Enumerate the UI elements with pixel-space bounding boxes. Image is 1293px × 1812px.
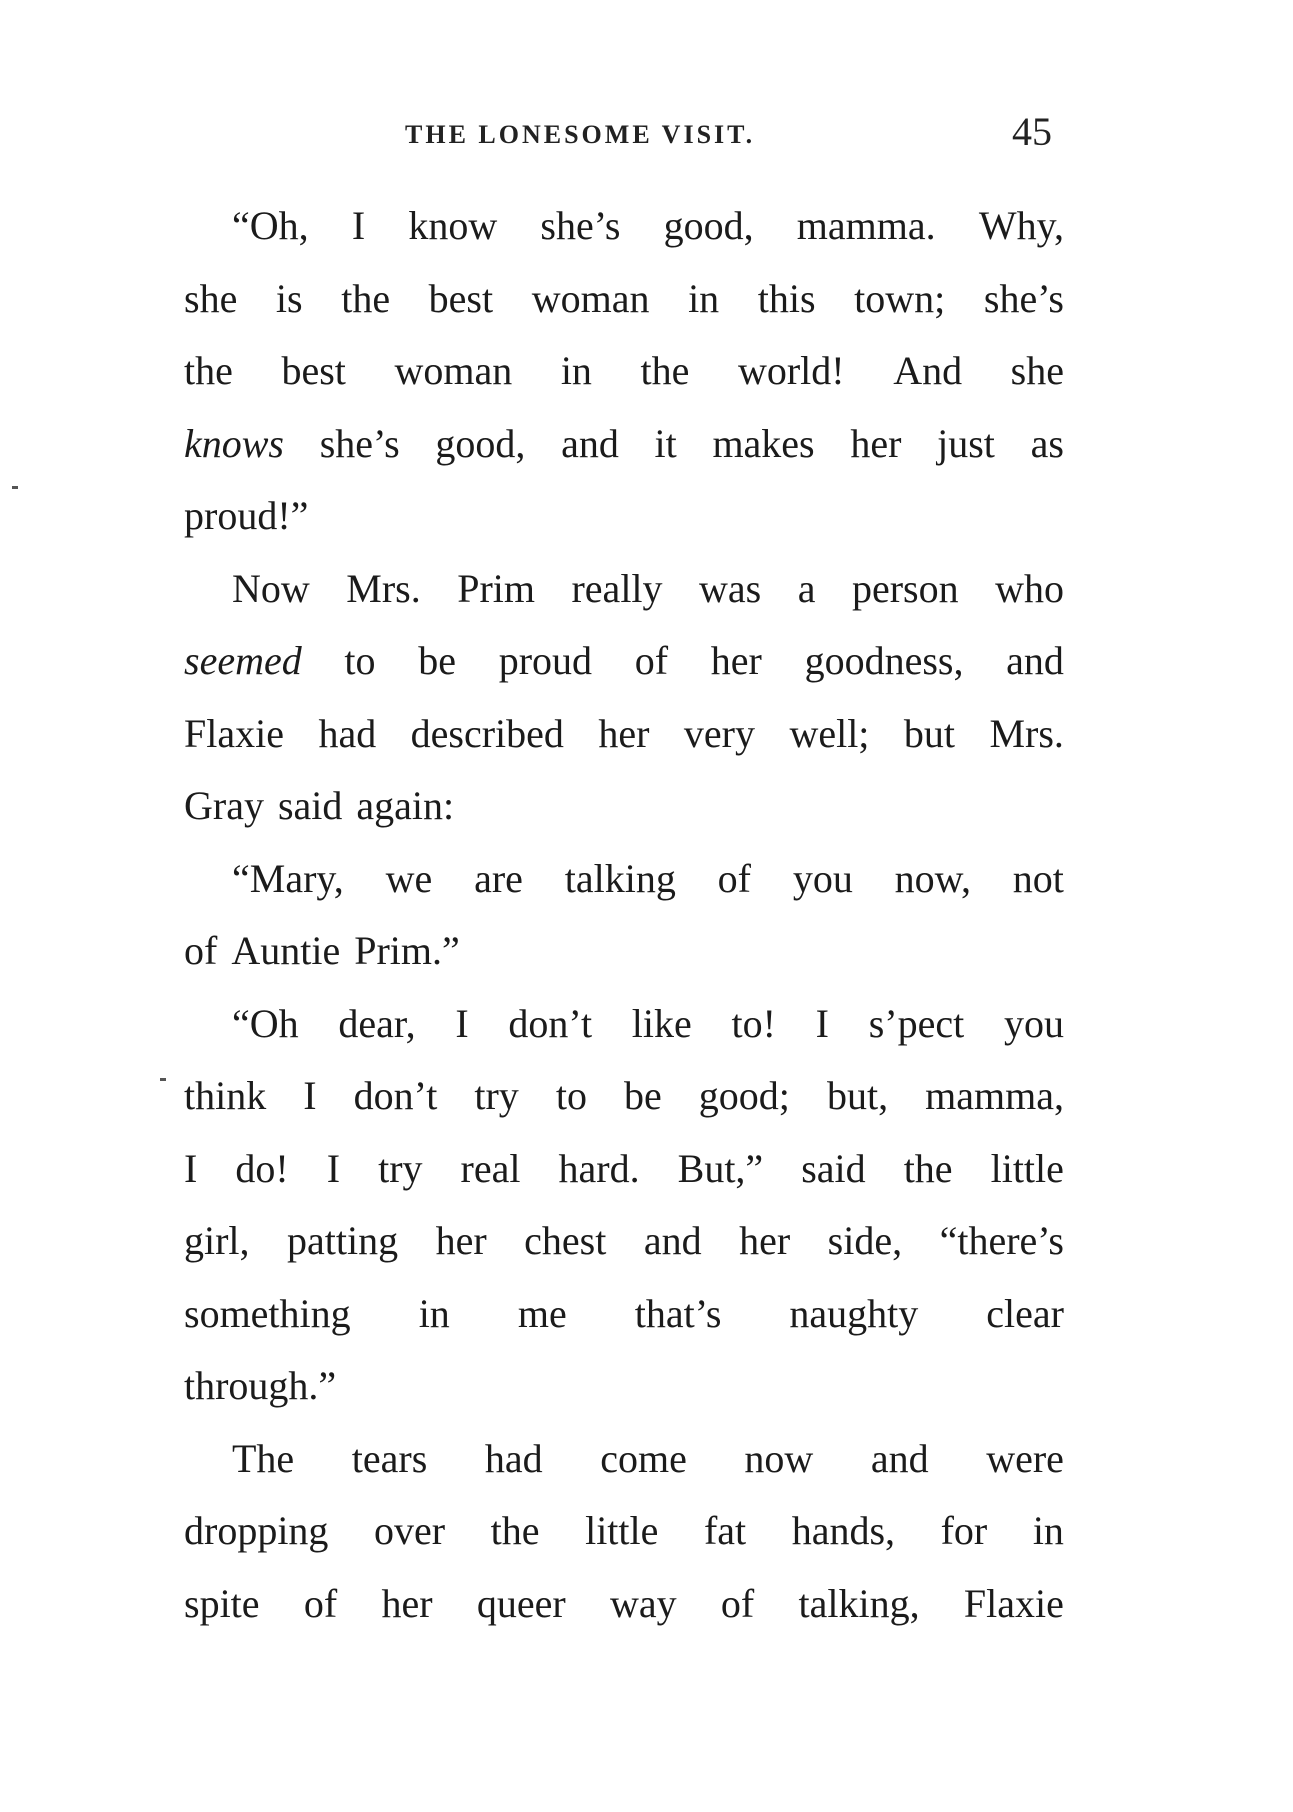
word: she’s — [983, 275, 1064, 321]
word: of — [717, 855, 751, 901]
word: of — [720, 1580, 755, 1626]
word: again: — [356, 783, 455, 828]
text-line — [184, 698, 1064, 771]
word: but, — [826, 1073, 889, 1118]
word: and — [1006, 638, 1064, 683]
text-line — [184, 190, 1064, 263]
word: Mrs. — [989, 710, 1064, 756]
running-title: THE LONESOME VISIT. — [405, 120, 756, 149]
word: The — [232, 1435, 295, 1481]
word: woman — [394, 348, 513, 393]
word: And — [893, 348, 963, 393]
word: little — [585, 1508, 659, 1553]
word: really — [571, 565, 663, 611]
word: But,” — [677, 1145, 764, 1191]
word: I — [303, 1073, 317, 1118]
word: as — [1030, 420, 1064, 466]
word: way — [609, 1580, 677, 1626]
word: in — [418, 1290, 450, 1336]
word: mamma. — [796, 203, 936, 248]
word: her — [739, 1218, 791, 1263]
word: not — [1012, 855, 1064, 901]
word: in — [1032, 1508, 1064, 1553]
word: Flaxie — [963, 1580, 1064, 1626]
word: dropping — [184, 1508, 329, 1553]
word: good; — [698, 1073, 790, 1118]
word: that’s — [634, 1290, 722, 1336]
text-line — [184, 408, 1064, 481]
word: you — [792, 855, 853, 901]
text-line — [184, 263, 1064, 336]
word: best — [281, 348, 346, 393]
word: described — [410, 710, 564, 756]
word: be — [418, 638, 457, 683]
word: but — [903, 710, 955, 756]
word: “Oh — [232, 1000, 299, 1046]
word: dear, — [338, 1000, 416, 1046]
text-line — [184, 770, 1064, 843]
word: good, — [663, 203, 754, 248]
word: think — [184, 1073, 267, 1118]
word: “Mary, — [232, 855, 344, 901]
word: goodness, — [804, 638, 964, 683]
word: I — [184, 1145, 198, 1191]
word: me — [517, 1290, 567, 1336]
word: world! — [737, 348, 845, 393]
word: in — [560, 348, 592, 393]
word: is — [275, 275, 303, 321]
word: you — [1003, 1000, 1064, 1046]
word: we — [385, 855, 433, 901]
word: Gray — [184, 783, 264, 828]
word: patting — [287, 1218, 399, 1263]
word: of — [634, 638, 669, 683]
word: are — [474, 855, 523, 901]
word: had — [484, 1435, 543, 1481]
text-line — [184, 625, 1064, 698]
word: I — [815, 1000, 829, 1046]
word: the — [903, 1145, 953, 1191]
word: clear — [986, 1290, 1064, 1336]
word: she — [184, 275, 238, 321]
margin-mark — [12, 486, 18, 489]
word: Prim — [457, 565, 535, 611]
word: well; — [789, 710, 870, 756]
word: Now — [232, 565, 310, 611]
word: real — [460, 1145, 521, 1191]
word: it — [654, 420, 677, 466]
word: her — [598, 710, 650, 756]
word: person — [851, 565, 959, 611]
word: side, — [827, 1218, 903, 1263]
word: makes — [712, 420, 815, 466]
word: try — [378, 1145, 423, 1191]
margin-mark — [160, 1078, 166, 1081]
text-line — [184, 335, 1064, 408]
word: who — [995, 565, 1064, 611]
word: do! — [235, 1145, 289, 1191]
word: be — [624, 1073, 662, 1118]
word: know — [408, 203, 498, 248]
word: a — [797, 565, 816, 611]
text-line — [184, 480, 1064, 553]
word: of — [184, 928, 218, 973]
word: Auntie — [231, 928, 341, 973]
word: to — [344, 638, 376, 683]
word: in — [688, 275, 720, 321]
word: girl, — [184, 1218, 250, 1263]
word: now — [744, 1435, 814, 1481]
word: “there’s — [939, 1218, 1064, 1263]
word: come — [600, 1435, 687, 1481]
text-line — [184, 1568, 1064, 1641]
word: Prim.” — [354, 928, 460, 973]
word: her — [710, 638, 762, 683]
text-line — [184, 1423, 1064, 1496]
word: she — [1010, 348, 1064, 393]
text-line — [184, 1133, 1064, 1206]
word: best — [428, 275, 494, 321]
word: hands, — [791, 1508, 896, 1553]
text-line — [184, 988, 1064, 1061]
word: s’pect — [868, 1000, 965, 1046]
word: “Oh, — [232, 203, 309, 248]
word: her — [850, 420, 902, 466]
word: and — [870, 1435, 929, 1481]
body-text — [184, 190, 1064, 1640]
word: to! — [731, 1000, 776, 1046]
word: I — [351, 203, 366, 248]
word: good, — [435, 420, 526, 466]
word: she’s — [319, 420, 400, 466]
word: town; — [854, 275, 946, 321]
word: don’t — [353, 1073, 438, 1118]
italic-word: seemed — [184, 638, 302, 683]
word: talking, — [798, 1580, 920, 1626]
word: now, — [894, 855, 971, 901]
word: something — [184, 1290, 351, 1336]
word: chest — [524, 1218, 607, 1263]
word: to — [555, 1073, 587, 1118]
word: through.” — [184, 1363, 337, 1408]
word: had — [318, 710, 377, 756]
word: proud — [498, 638, 593, 683]
text-line — [184, 915, 1064, 988]
word: proud!” — [184, 493, 309, 538]
word: was — [699, 565, 762, 611]
word: talking — [564, 855, 676, 901]
word: tears — [351, 1435, 428, 1481]
text-line — [184, 1278, 1064, 1351]
word: said — [277, 783, 343, 828]
word: woman — [531, 275, 650, 321]
text-line — [184, 843, 1064, 916]
word: she’s — [540, 203, 621, 248]
word: the — [341, 275, 391, 321]
word: of — [303, 1580, 338, 1626]
page-number: 45 — [1012, 109, 1052, 154]
text-line — [184, 1205, 1064, 1278]
word: Why, — [978, 203, 1064, 248]
word: spite — [184, 1580, 260, 1626]
word: naughty — [789, 1290, 919, 1336]
word: fat — [703, 1508, 747, 1553]
word: over — [374, 1508, 446, 1553]
word: just — [937, 420, 995, 466]
word: her — [435, 1218, 487, 1263]
text-line — [184, 1060, 1064, 1133]
word: and — [561, 420, 619, 466]
word: hard. — [558, 1145, 640, 1191]
word: said — [801, 1145, 866, 1191]
word: like — [631, 1000, 692, 1046]
word: very — [683, 710, 755, 756]
word: I — [455, 1000, 469, 1046]
running-head — [0, 108, 1293, 158]
word: for — [940, 1508, 988, 1553]
word: the — [490, 1508, 540, 1553]
text-line — [184, 553, 1064, 626]
word: this — [757, 275, 816, 321]
word: Flaxie — [184, 710, 284, 756]
word: Mrs. — [346, 565, 421, 611]
italic-word: knows — [184, 420, 284, 466]
text-line — [184, 1350, 1064, 1423]
word: try — [474, 1073, 519, 1118]
text-line — [184, 1495, 1064, 1568]
word: were — [986, 1435, 1064, 1481]
word: the — [184, 348, 233, 393]
word: her — [381, 1580, 433, 1626]
word: queer — [476, 1580, 566, 1626]
word: I — [326, 1145, 341, 1191]
word: the — [640, 348, 690, 393]
word: little — [990, 1145, 1064, 1191]
word: and — [643, 1218, 702, 1263]
word: mamma, — [925, 1073, 1064, 1118]
word: don’t — [508, 1000, 593, 1046]
